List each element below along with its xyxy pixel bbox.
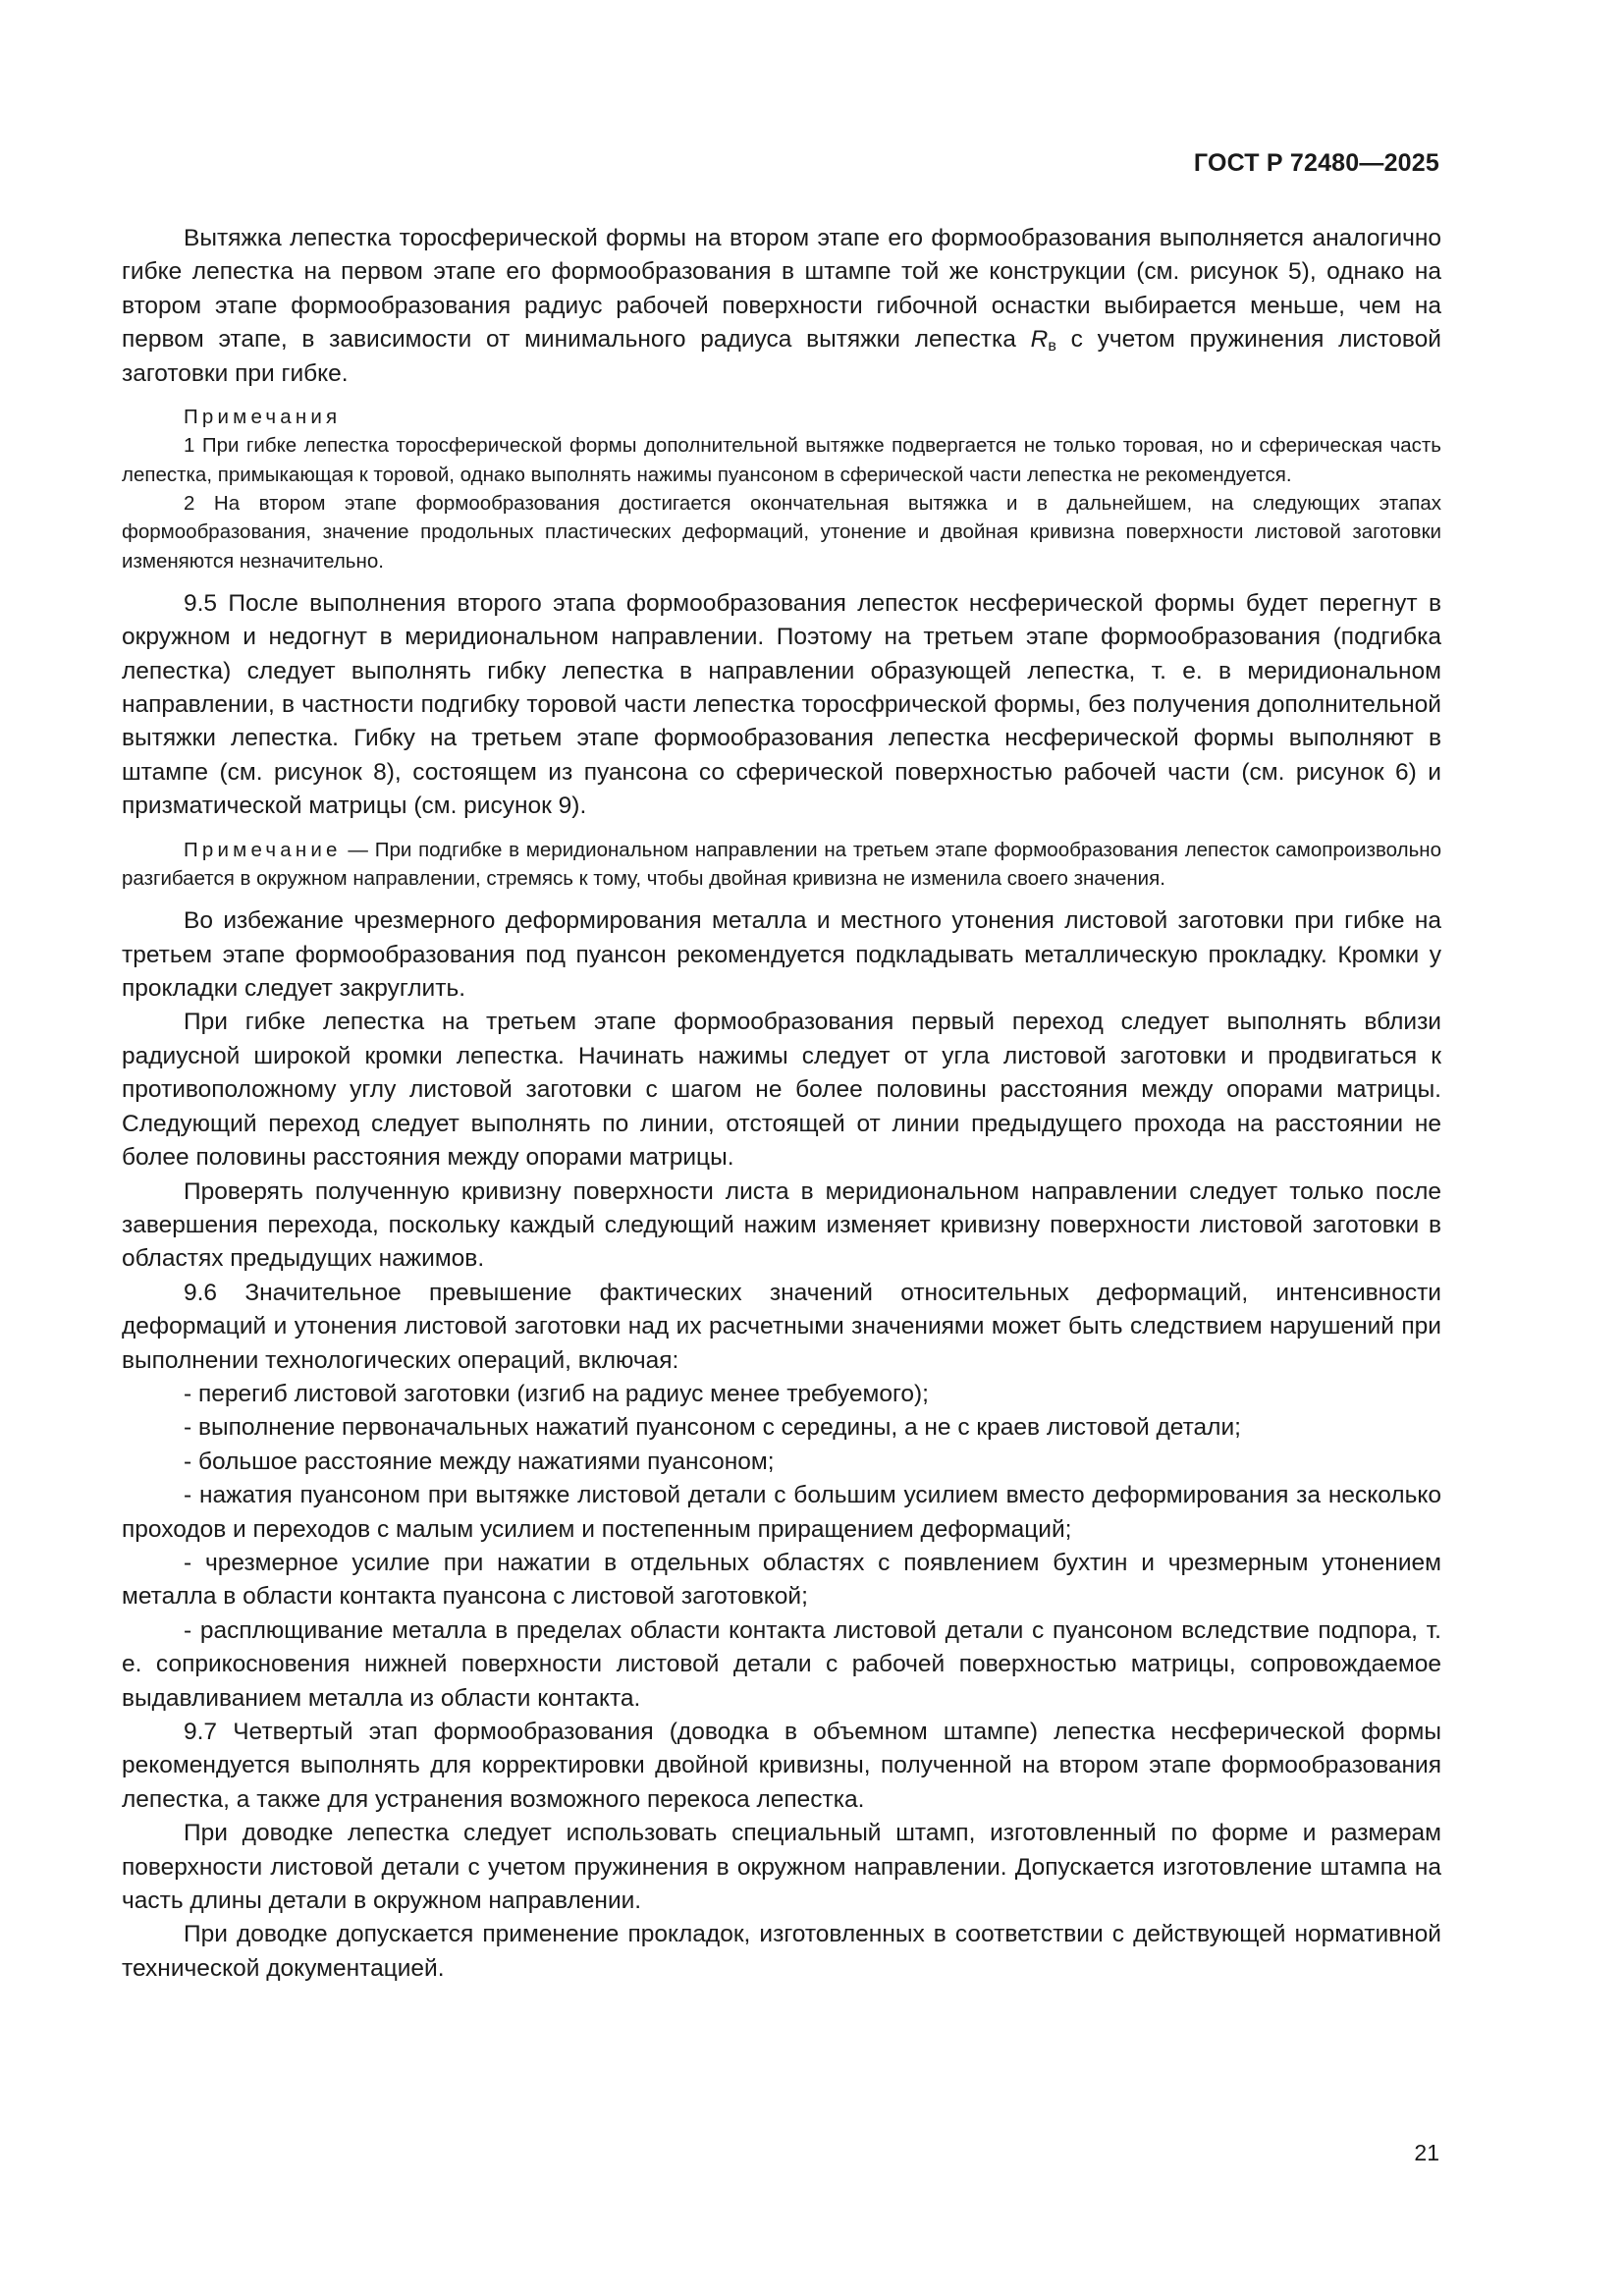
paragraph-9-5: 9.5 После выполнения второго этапа формообразования лепесток несферической формы будет перегнут в окружном и недогнут в меридиональном направлении. Поэтому на третьем этапе формообразования (подгибка лепестка) следует выполнять гибку лепестка в направлении образующей лепестка, т. е. в меридиональном направлении, в частности подгибку торовой части лепестка торосфрической формы, без получения дополнительной вытяжки лепестка. Гибку на третьем этапе формообразования лепестка несферической формы выполняют в штампе (см. рисунок 8), состоящем из пуансона со сферической поверхностью рабочей части (см. рисунок 6) и призматической матрицы (см. рисунок 9).	[122, 589, 1441, 820]
document-code: ГОСТ Р 72480—2025	[1193, 149, 1439, 177]
notes-title-label: Примечания	[184, 406, 342, 429]
paragraph-stamp: При доводке лепестка следует использовать специальный штамп, изготовленный по форме и размерам поверхности листовой детали с учетом пружинения в окружном направлении. Допускается изготовление штампа на часть длины детали в окружном направлении.	[122, 1820, 1441, 1915]
radius-subscript: в	[1048, 338, 1056, 355]
list-item: - большое расстояние между нажатиями пуансоном;	[184, 1448, 775, 1475]
list-item: - перегиб листовой заготовки (изгиб на радиус менее требуемого);	[184, 1380, 929, 1407]
paragraph-gaskets: При доводке допускается применение прокладок, изготовленных в соответствии с действующей нормативной технической документацией.	[122, 1921, 1441, 1982]
paragraph-9-6: 9.6 Значительное превышение фактических значений относительных деформаций, интенсивности деформаций и утонения листовой заготовки над их расчетными значениями может быть следствием нарушений при выполнении технологических операций, включая:	[122, 1279, 1441, 1374]
list-item: - выполнение первоначальных нажатий пуансоном с середины, а не с краев листовой детали;	[184, 1414, 1241, 1442]
notes-title	[122, 403, 1441, 431]
paragraph-text: с учетом пружинения листовой заготовки при гибке.	[122, 326, 1441, 387]
radius-symbol: R	[1030, 326, 1049, 354]
paragraph-9-7: 9.7 Четвертый этап формообразования (доводка в объемном штампе) лепестка несферической формы рекомендуется выполнять для корректировки двойной кривизны, полученной на втором этапе формообразования лепестка, а также для устранения возможного перекоса лепестка.	[122, 1719, 1441, 1813]
paragraph-toro-drawing	[122, 222, 1441, 391]
note-2: 2 На втором этапе формообразования достигается окончательная вытяжка и в дальнейшем, на следующих этапах формообразования, значение продольных пластических деформаций, утонение и двойная кривизна поверхности листовой заготовки изменяются незначительно.	[122, 491, 1441, 573]
list-item: - чрезмерное усилие при нажатии в отдельных областях с появлением бухтин и чрезмерным утонением металла в области контакта пуансона с листовой заготовкой;	[122, 1549, 1441, 1611]
notes-block	[122, 403, 1441, 575]
paragraph-curvature-check: Проверять полученную кривизну поверхности листа в меридиональном направлении следует только после завершения перехода, поскольку каждый следующий нажим изменяет кривизну поверхности листовой заготовки в областях предыдущих нажимов.	[122, 1177, 1441, 1273]
list-item: - нажатия пуансоном при вытяжке листовой детали с большим усилием вместо деформирования за несколько проходов и переходов с малым усилием и постепенным приращением деформаций;	[122, 1482, 1441, 1543]
page-number: 21	[1414, 2140, 1439, 2165]
note-1: 1 При гибке лепестка торосферической формы дополнительной вытяжке подвергается не только торовая, но и сферическая часть лепестка, примыкающая к торовой, однако выполнять нажимы пуансоном в сферической части лепестка не рекомендуется.	[122, 434, 1441, 486]
page-body	[122, 222, 1441, 1986]
paragraph-text: Вытяжка лепестка торосферической формы на втором этапе его формообразования выполняется аналогично гибке лепестка на первом этапе его формообразования в штампе той же конструкции (см. рисунок 5), однако на втором этапе формообразования радиус рабочей поверхности гибочной оснастки выбирается меньше, чем на первом этапе, в зависимости от минимального радиуса вытяжки лепестка	[122, 225, 1441, 354]
note-label: Примечание	[184, 838, 342, 861]
note-3	[122, 836, 1441, 894]
paragraph-prokladka: Во избежание чрезмерного деформирования металла и местного утонения листовой заготовки при гибке на третьем этапе формообразования под пуансон рекомендуется подкладывать металлическую прокладку. Кромки у прокладки следует закруглить.	[122, 907, 1441, 1003]
note-text: — При подгибке в меридиональном направлении на третьем этапе формообразования лепесток самопроизвольно разгибается в окружном направлении, стремясь к тому, чтобы двойная кривизна не изменила своего значения.	[122, 838, 1441, 890]
paragraph-first-transition: При гибке лепестка на третьем этапе формообразования первый переход следует выполнять вблизи радиусной широкой кромки лепестка. Начинать нажимы следует от угла листовой заготовки и продвигаться к противоположному углу листовой заготовки с шагом не более половины расстояния между опорами матрицы. Следующий переход следует выполнять по линии, отстоящей от линии предыдущего прохода на расстоянии не более половины расстояния между опорами матрицы.	[122, 1009, 1441, 1172]
list-item: - расплющивание металла в пределах области контакта листовой детали с пуансоном вследствие подпора, т. е. соприкосновения нижней поверхности листовой детали с рабочей поверхностью матрицы, сопровождаемое выдавливанием металла из области контакта.	[122, 1616, 1441, 1712]
note-block-single	[122, 836, 1441, 894]
